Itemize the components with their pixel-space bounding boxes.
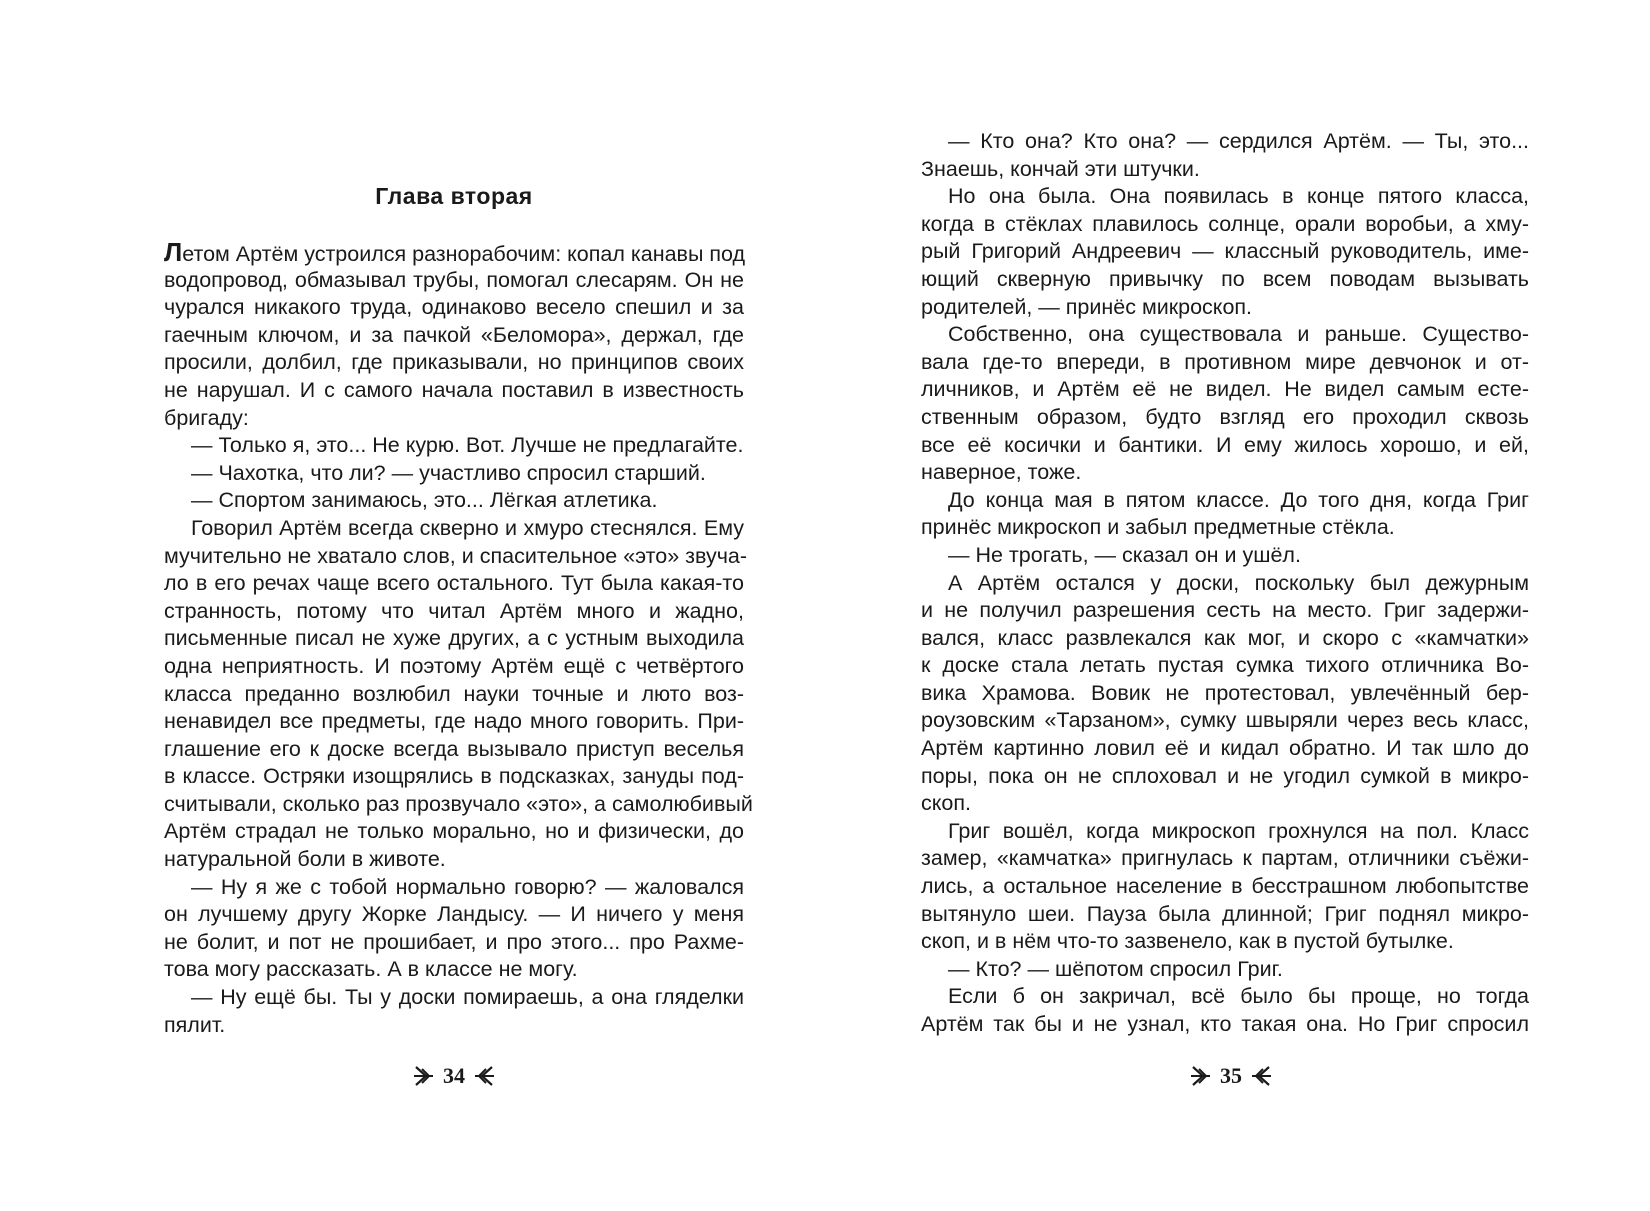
text-line [164,708,744,736]
text-line [921,1011,1529,1039]
text-line-content: — Спортом занимаюсь, это... Лёгкая атлетика. [191,488,658,513]
text-line [921,294,1529,322]
text-line-content: не нарушал. И с самого начала поставил в известность [164,377,744,402]
text-line-content: Знаешь, кончай эти штучки. [921,156,1200,181]
page-number-left [394,1061,514,1091]
text-line-content: роузовским «Тарзаном», сумку швыряли через весь класс, [921,708,1529,733]
text-line-content: — Ну ещё бы. Ты у доски помираешь, а она гляделки [191,985,744,1010]
text-line [164,763,744,791]
text-line-content: А Артём остался у доски, поскольку был дежурным [948,570,1529,595]
text-line [164,460,744,488]
text-line-content: ло в его речах чаще всего остального. Тут была какая-то [164,571,744,596]
text-line [164,1012,744,1040]
text-line-content: вала где-то впереди, в противном мире девчонок и от- [921,349,1529,374]
text-line-content: к доске стала летать пустая сумка тихого отличника Во- [921,653,1529,678]
text-line [164,818,744,846]
text-line [921,183,1529,211]
text-line [164,543,748,571]
text-line [164,405,744,433]
text-line-content: родителей, — принёс микроскоп. [921,294,1253,319]
text-line-content: в классе. Остряки изощрялись в подсказках, зануды под- [164,764,744,789]
text-line-content: поры, пока он не сплоховал и не угодил сумкой в микро- [921,763,1529,788]
text-line [921,156,1529,184]
text-line-content: гаечным ключом, и за пачкой «Беломора», держал, где [164,322,744,347]
text-line [921,128,1529,156]
text-line-content: и не получил разрешения сесть на место. Григ задержи- [921,598,1529,623]
text-line [921,680,1529,708]
folio-ornament-right-icon [1250,1065,1272,1087]
folio-ornament-left-icon [413,1065,435,1087]
text-line [164,515,744,543]
text-line [164,874,744,902]
text-line [921,625,1529,653]
text-line-content: — Ну я же с тобой нормально говорю? — жаловался [191,874,744,899]
text-line-content: Григ вошёл, когда микроскоп грохнулся на пол. Класс [948,818,1529,843]
text-line [921,459,1529,487]
text-line-content: бригаду: [164,405,249,430]
text-line-content: скоп, и в нём что-то зазвенело, как в пустой бутылке. [921,929,1454,954]
text-line [164,322,744,350]
text-line-content: все её косички и бантики. И ему жилось хорошо, и ей, [921,432,1529,457]
text-line [921,790,1529,818]
text-line-content: Артём так бы и не узнал, кто такая она. Но Григ спросил [921,1012,1529,1036]
text-line [164,956,744,984]
text-line [921,707,1529,735]
text-line-content: мучительно не хватало слов, и спасительное «это» звуча- [164,543,748,568]
text-line-content: етом Артём устроился разнорабочим: копал канавы под [182,242,746,266]
page-number-value: 34 [443,1063,465,1088]
text-line [164,791,753,819]
text-line-content: водопровод, обмазывал трубы, помогал слесарям. Он не [164,267,744,292]
page-number-value: 35 [1220,1063,1242,1088]
text-line [164,901,744,929]
text-line-content: ющий скверную привычку по всем поводам вызывать [921,266,1529,291]
page-number-right [1171,1061,1291,1091]
text-line [921,376,1529,404]
text-line-content: рый Григорий Андреевич — классный руководитель, име- [921,239,1529,264]
left-page-text [164,237,753,1039]
text-line [164,598,744,626]
text-line [164,846,744,874]
text-line-content: странность, потому что читал Артём много и жадно, [164,598,744,623]
text-line-content: — Кто? — шёпотом спросил Григ. [948,956,1283,981]
text-line [921,597,1529,625]
text-line-content: письменные писал не хуже других, а с устным выходила [164,626,744,651]
text-line-content: Артём страдал не только морально, но и физически, до [164,819,744,844]
text-line [164,653,744,681]
text-line [921,570,1529,598]
text-line [164,736,744,764]
text-line [164,625,744,653]
text-line-content: — Только я, это... Не курю. Вот. Лучше не предлагайте. [191,433,744,458]
text-line [164,239,744,267]
text-line-content: — Не трогать, — сказал он и ушёл. [948,542,1301,567]
text-line-content: лись, а остальное население в бесстрашном любопытстве [921,874,1529,899]
text-line-content: натуральной боли в животе. [164,847,446,872]
text-line-content: одна неприятность. И поэтому Артём ещё с четвёртого [164,653,744,678]
text-line-content: вытянуло шеи. Пауза была длинной; Григ поднял микро- [921,901,1529,926]
text-line-content: — Кто она? Кто она? — сердился Артём. — Ты, это... [948,129,1529,153]
text-line [921,404,1529,432]
text-line-content: когда в стёклах плавилось солнце, орали воробьи, а хму- [921,211,1529,236]
text-line-content: просили, долбил, где приказывали, но принципов своих [164,350,744,375]
text-line [164,570,744,598]
text-line-content: това могу рассказать. А в классе не могу. [164,957,578,982]
text-line-content: Собственно, она существовала и раньше. Существо- [948,322,1529,347]
drop-cap: Л [164,237,183,267]
text-line [164,267,744,295]
text-line-content: Артём картинно ловил её и кидал обратно. И так шло до [921,736,1529,761]
text-line [921,652,1529,680]
text-line [921,928,1529,956]
text-line [921,514,1529,542]
text-line-content: — Чахотка, что ли? — участливо спросил старший. [191,460,706,485]
folio-ornament-left-icon [1190,1065,1212,1087]
text-line-content: класса преданно возлюбил науки точные и люто воз- [164,681,744,706]
text-line-content: он лучшему другу Жорке Ландысу. — И ничего у меня [164,902,744,927]
text-line-content: принёс микроскоп и забыл предметные стёкла. [921,515,1395,540]
text-line [164,487,744,515]
text-line [921,983,1529,1011]
text-line [921,211,1529,239]
right-page-text [921,128,1529,1039]
text-line-content: ненавидел все предметы, где надо много говорить. При- [164,709,744,734]
text-line-content: вика Храмова. Вовик не протестовал, увлечённый бер- [921,680,1529,705]
text-line [921,735,1529,763]
text-line [921,487,1529,515]
text-line-content: До конца мая в пятом классе. До того дня, когда Григ [948,487,1529,512]
text-line [921,956,1529,984]
text-line-content: Но она была. Она появилась в конце пятого класса, [948,184,1529,209]
text-line-content: Если б он закричал, всё было бы проще, но тогда [948,984,1529,1009]
text-line [921,763,1529,791]
text-line-content: вался, класс развлекался как мог, и скоро с «камчатки» [921,625,1529,650]
text-line-content: считывали, сколько раз прозвучало «это», а самолюбивый [164,791,753,816]
text-line [921,845,1529,873]
text-line [921,542,1529,570]
text-line-content: скоп. [921,791,971,816]
text-line-content: не болит, и пот не прошибает, и про этого... про Рахме- [164,929,744,954]
text-line [164,349,744,377]
folio-ornament-right-icon [473,1065,495,1087]
text-line [921,432,1529,460]
text-line [921,321,1529,349]
text-line [921,349,1529,377]
text-line [164,294,744,322]
text-line [164,681,744,709]
text-line [164,377,744,405]
text-line [164,929,744,957]
text-line-content: пялит. [164,1012,226,1037]
text-line-content: Говорил Артём всегда скверно и хмуро стеснялся. Ему [191,515,744,540]
chapter-title: Глава вторая [375,183,533,209]
text-line-content: замер, «камчатка» пригнулась к партам, отличники съёжи- [921,846,1529,871]
text-line-content: ственным образом, будто взгляд его проходил сквозь [921,404,1529,429]
text-line-content: чурался никакого труда, одинаково весело спешил и за [164,295,744,320]
text-line-content: глашение его к доске всегда вызывало приступ веселья [164,736,744,761]
text-line [921,818,1529,846]
text-line-content: личников, и Артём её не видел. Не видел самым есте- [921,377,1529,402]
text-line-content: наверное, тоже. [921,460,1082,485]
text-line [921,266,1529,294]
text-line [921,238,1529,266]
text-line [921,901,1529,929]
text-line [164,432,744,460]
text-line [921,873,1529,901]
text-line [164,984,744,1012]
